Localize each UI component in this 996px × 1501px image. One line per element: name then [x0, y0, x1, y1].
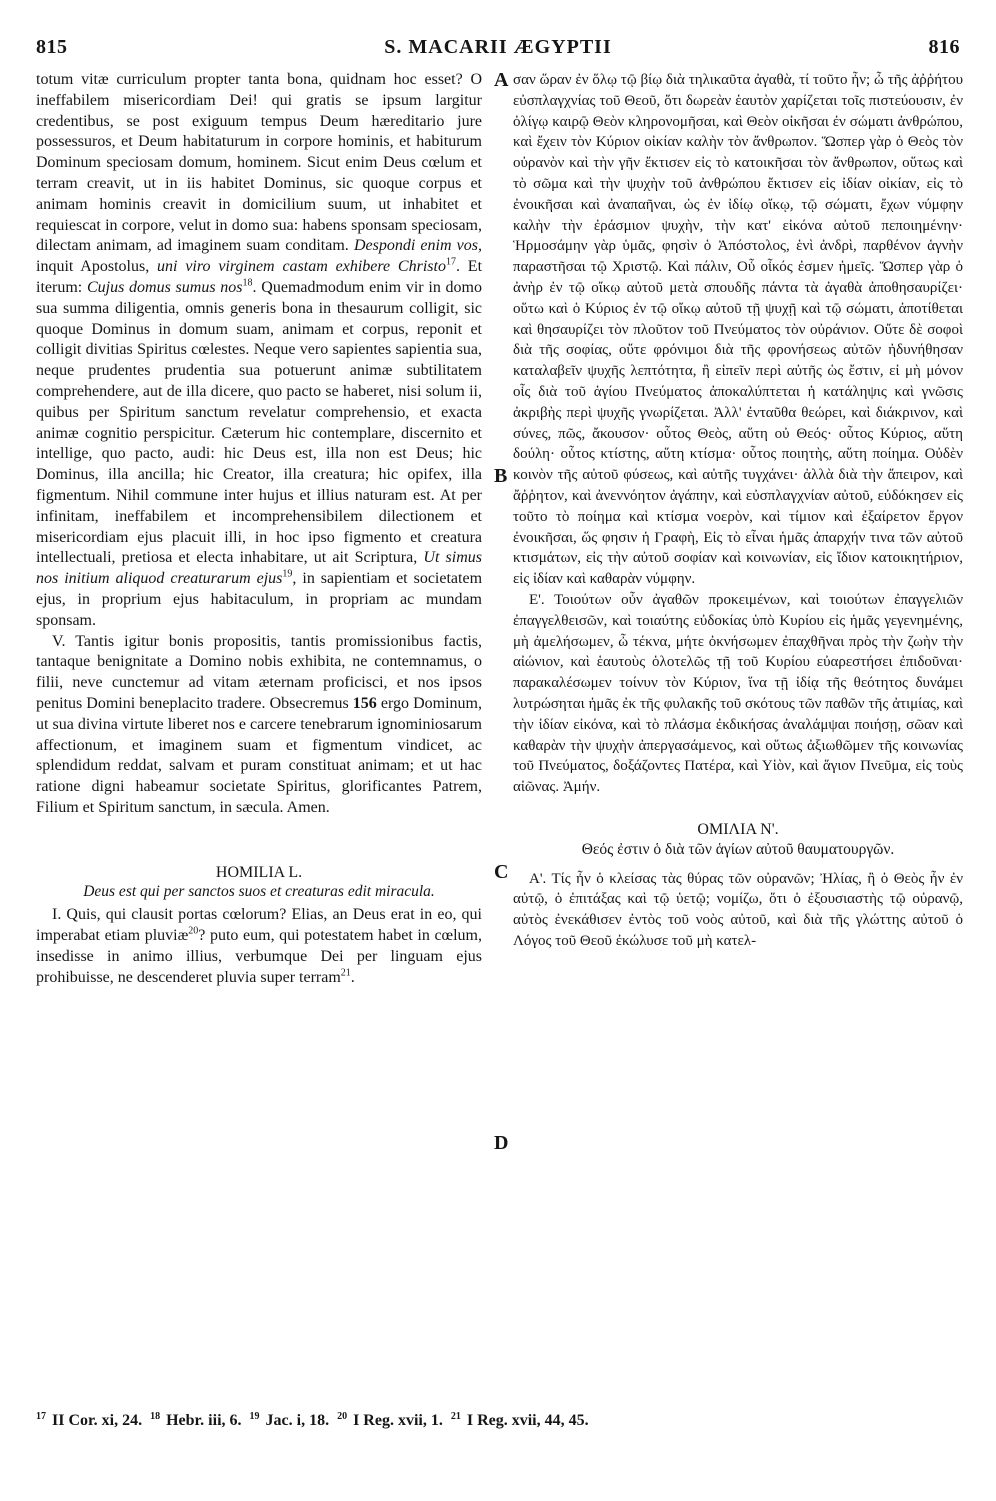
margin-letter-b: B: [494, 465, 508, 487]
page-number-right: 816: [928, 36, 960, 58]
latin-paragraph-1: totum vitæ curriculum propter tanta bona, quidnam hoc esset? O ineffabilem misericordiam Dei! qui gratis se ipsum largitur credentibus, se post exiguum tempus Deum hæreditario jure possessuros, et Deum habitaturum in corpore hominis, et habiturum Dominum speciosam domum, hominem. Sicut enim Deus cœlum et terram creavit, ut in iis habitet Dominus, sic quoque corpus et animam hominis creavit in domicilium suum, ut inhabitet et requiescat in corpore, velut in domo sua: habens sponsam speciosam, dilectam animam, ad imaginem suam conditam. Despondi enim vos, inquit Apostolus, uni viro virginem castam exhibere Christo$^{17}$. Et iterum: Cujus domus sumus nos$^{18}$. Quemadmodum enim vir in domo sua summa diligentia, omnis generis bona in thesaurum colligit, sic quoque Dominus in domum suam, animam et corpus, reponit et colligit divitias Spiritus cœlestes. Neque vero sapientes sapientia sua, neque prudentes prudentia sua potuerunt animæ subtilitatem comprehendere, aut de illa dicere, quo pacto se haberet, nisi solum ii, quibus per Spiritum sanctum revelatur comprehensio, et exacta animæ cognitio perspicitur. Cæterum hic contemplare, discernito et intellige, quo pacto, audi: hic Deus est, illa non est Deus; hic Dominus, illa ancilla; hic Creator, illa creatura; hic opifex, illa figmentum. Nihil commune inter hujus et illius naturam est. At per infinitam, ineffabilem et incomprehensibilem dilectionem et misericordiam ejus placuit illi, in hoc ipso figmento et creatura intellectuali, pretiosa et electa inhabitare, ut ait Scriptura, Ut simus nos initium aliquod creaturarum ejus$^{19}$, in sapientiam et societatem ejus, in proprium ejus habitaculum, in propriam ac mundam sponsam.: [36, 71, 483, 629]
section-number: 156: [352, 694, 377, 712]
page-number-left: 815: [36, 36, 68, 58]
margin-letter-d: D: [494, 1132, 509, 1154]
footnote-ref: 19: [282, 568, 293, 580]
footnote-ref: 17: [445, 256, 456, 268]
greek-paragraph-1: σαν ὥραν ἐν ὅλῳ τῷ βίῳ διὰ τηλικαῦτα ἀγαθὰ, τί τοῦτο ἦν; ὦ τῆς ἀῤῥήτου εὐσπλαγχνίας τοῦ Θεοῦ, ὅτι δωρεὰν ἑαυτὸν χαρίζεται τοῖς πιστεύουσιν, ἐν ὀλίγῳ καιρῷ Θεὸν κληρονομῆσαι, καὶ Θεὸν οἰκῆσαι ἐν σώματι ἀνθρώπου, καὶ ἔχειν τὸν Κύριον οἰκίαν καλὴν τὸν ἄνθρωπον. Ὥσπερ γὰρ ὁ Θεὸς τὸν οὐρανὸν καὶ τὴν γῆν ἔκτισεν εἰς τὸ κατοικῆσαι τὸν ἄνθρωπον, οὕτως καὶ τὸ σῶμα καὶ τὴν ψυχὴν τοῦ ἀνθρώπου ἔκτισεν εἰς ἰδίαν οἰκίαν, εἰς τὸ ἐνοικῆσαι καὶ ἀναπαῆναι, ὡς ἐν ἰδίῳ οἴκῳ, τῷ σώματι, ἔχων νύμφην καλὴν τὴν ἐράσμιον ψυχὴν, τὴν κατ' εἰκόνα αὐτοῦ πεποιημένην· Ἡρμοσάμην γὰρ ὑμᾶς, φησὶν ὁ Ἀπόστολος, ἑνὶ ἀνδρὶ, παρθένον ἁγνὴν παραστῆσαι τῷ Χριστῷ. Καὶ πάλιν, Οὗ οἶκός ἐσμεν ἡμεῖς. Ὥσπερ γὰρ ὁ ἀνὴρ ἐν τῷ οἴκῳ αὐτοῦ μετὰ σπουδῆς πάντα τὰ ἀγαθὰ ἀποθησαυρίζει· οὕτω καὶ ὁ Κύριος ἐν τῷ οἴκῳ αὐτοῦ τῇ ψυχῇ καὶ τῷ σώματι, ἀποτίθεται καὶ θησαυρίζει τὸν πλοῦτον τοῦ Πνεύματος τὸν οὐράνιον. Οὔτε δὲ σοφοὶ διὰ τῆς σοφίας, οὔτε φρόνιμοι διὰ τῆς φρονήσεως αὐτῶν ἠδυνήθησαν καταλαβεῖν ψυχῆς λεπτότητα, ἢ εἰπεῖν περὶ αὐτῆς ὡς ἔστιν, εἰ μὴ μόνον οἷς διὰ τοῦ ἁγίου Πνεύματος ἀποκαλύπτεται ἡ κατάληψις καὶ γνῶσις ἀκριβὴς περὶ ψυχῆς γνωρίζεται. Ἀλλ' ἐνταῦθα θεώρει, καὶ διάκρινον, καὶ σύνες, πῶς, ἄκουσον· οὗτος Θεὸς, αὕτη οὐ Θεός· οὗτος Κύριος, αὕτη δούλη· οὗτος κτίστης, αὕτη κτίσμα· οὗτος ποιητὴς, αὕτη ποίημα. Οὐδὲν κοινὸν τῆς αὐτοῦ φύσεως, καὶ αὐτῆς τυγχάνει· ἀλλὰ διὰ τὴν ἄπειρον, καὶ ἄῤῥητον, καὶ ἀνεννόητον ἀγάπην, καὶ εὐσπλαγχνίαν αὐτοῦ, εὐδόκησεν εἰς τοῦτο τὸ ποίημα καὶ κτίσμα νοερὸν, καὶ τίμιον καὶ ἐξαίρετον ἔργον ἐνοικῆσαι, ὥς φησιν ἡ Γραφὴ, Εἰς τὸ εἶναι ἡμᾶς ἀπαρχήν τινα τῶν αὐτοῦ κτισμάτων, εἰς τὴν αὐτοῦ σοφίαν καὶ κοινωνίαν, εἰς ἴδιον κατοικητήριον, εἰς ἰδίαν καὶ καθαρὰν νύμφην.: [513, 72, 963, 588]
footnote: $^{19}$ Jac. i, 18.: [249, 1410, 330, 1429]
greek-homily-subtitle: Θεός ἐστιν ὁ διὰ τῶν ἁγίων αὐτοῦ θαυματουργῶν.: [581, 840, 895, 858]
footnote-ref: 20: [188, 925, 199, 937]
footnote-ref: 18: [242, 277, 253, 289]
footnote-ref: 21: [340, 967, 351, 979]
latin-column: [36, 70, 482, 989]
latin-paragraph-2: V. Tantis igitur bonis propositis, tantis promissionibus factis, tantaque benignitate a Domino nobis exhibita, ne contemnamus, o filii, neve cunctemur ad vitam æternam proficisci, et nos ipsos penitus Domini beneplacito tradere. Obsecremus 156 ergo Dominum, ut sua divina virtute liberet nos e carcere tenebrarum ignominiosarum affectionum, et imaginem suam et figmentum vindicet, ac splendidum reddat, salvam et puram constituat animam; et ut hac ratione digni habeamur societate Spiritus, glorificantes Patrem, Filium et Spiritum sanctum, in sæcula. Amen.: [36, 632, 483, 816]
latin-paragraph-3: I. Quis, qui clausit portas cœlorum? Elias, an Deus erat in eo, qui imperabat etiam pluviæ$^{20}$? puto eum, qui potestatem habet in cœlum, insedisse in animo illius, verbumque Dei per linguam ejus prohibuisse, ne descenderet pluvia super terram$^{21}$.: [36, 906, 482, 986]
margin-letter-c: C: [494, 861, 509, 883]
latin-homily-title: HOMILIA L.: [215, 863, 303, 881]
footnote: $^{17}$ II Cor. xi, 24.: [36, 1410, 143, 1429]
margin-letter-a: A: [494, 69, 509, 91]
greek-homily-title: ΟΜΙΛΙΑ Ν'.: [697, 820, 779, 838]
greek-paragraph-3: Α'. Τίς ἦν ὁ κλείσας τὰς θύρας τῶν οὐρανῶν; Ἠλίας, ἢ ὁ Θεὸς ἦν ἐν αὐτῷ, ὁ ἐπιτάξας καὶ τῷ ὑετῷ; νομίζω, ὅτι ὁ ἐξουσιαστὴς τῷ οὐρανῷ, αὐτὸς ἐνεκάθισεν ἐντὸς τοῦ νοὸς αὐτοῦ, καὶ διὰ τῆς γλώττης αὐτοῦ ὁ Λόγος τοῦ Θεοῦ ἐκώλυσε τοῦ μὴ κατελ-: [513, 870, 963, 950]
latin-homily-subtitle: Deus est qui per sanctos suos et creaturas edit miracula.: [83, 883, 435, 901]
footnote: $^{20}$ I Reg. xvii, 1.: [337, 1410, 443, 1429]
greek-column: [513, 70, 963, 952]
footnote: $^{18}$ Hebr. iii, 6.: [150, 1410, 242, 1429]
running-title: S. MACARII ÆGYPTII: [384, 36, 612, 58]
footnotes: [36, 1412, 966, 1430]
greek-paragraph-2: Ε'. Τοιούτων οὖν ἀγαθῶν προκειμένων, καὶ τοιούτων ἐπαγγελιῶν ἐπαγγελθεισῶν, καὶ τοιαύτης εὐδοκίας ὑπὸ Κυρίου εἰς ἡμᾶς γεγενημένης, μὴ ἀμελήσωμεν, ὦ τέκνα, μήτε ὀκνήσωμεν ἐπαχθῆναι πρὸς τὴν ζωὴν τὴν αἰώνιον, καὶ ἑαυτοὺς ὁλοτελῶς τῇ τοῦ Κυρίου εὐαρεστήσει ἐπιδοῦναι· παρακαλέσωμεν τοίνυν τὸν Κύριον, ἵνα τῇ ἰδίᾳ τῆς θεότητος δυνάμει λυτρώσηται ἡμᾶς ἐκ τῆς φυλακῆς τοῦ σκότους τῶν παθῶν τῆς ἀτιμίας, καὶ τὴν ἰδίαν εἰκόνα, καὶ τὸ πλάσμα ἐκδικήσας ἀναλάμψαι ποιήσῃ, σῶαν καὶ καθαρὰν τὴν ψυχὴν ἀπεργασάμενος, καὶ οὕτως ἀξιωθῶμεν τῆς κοινωνίας τοῦ Πνεύματος, δοξάζοντες Πατέρα, καὶ Υἱὸν, καὶ ἅγιον Πνεῦμα, εἰς τοὺς αἰῶνας. Ἀμήν.: [513, 591, 963, 796]
footnote: $^{21}$ I Reg. xvii, 44, 45.: [450, 1410, 589, 1429]
